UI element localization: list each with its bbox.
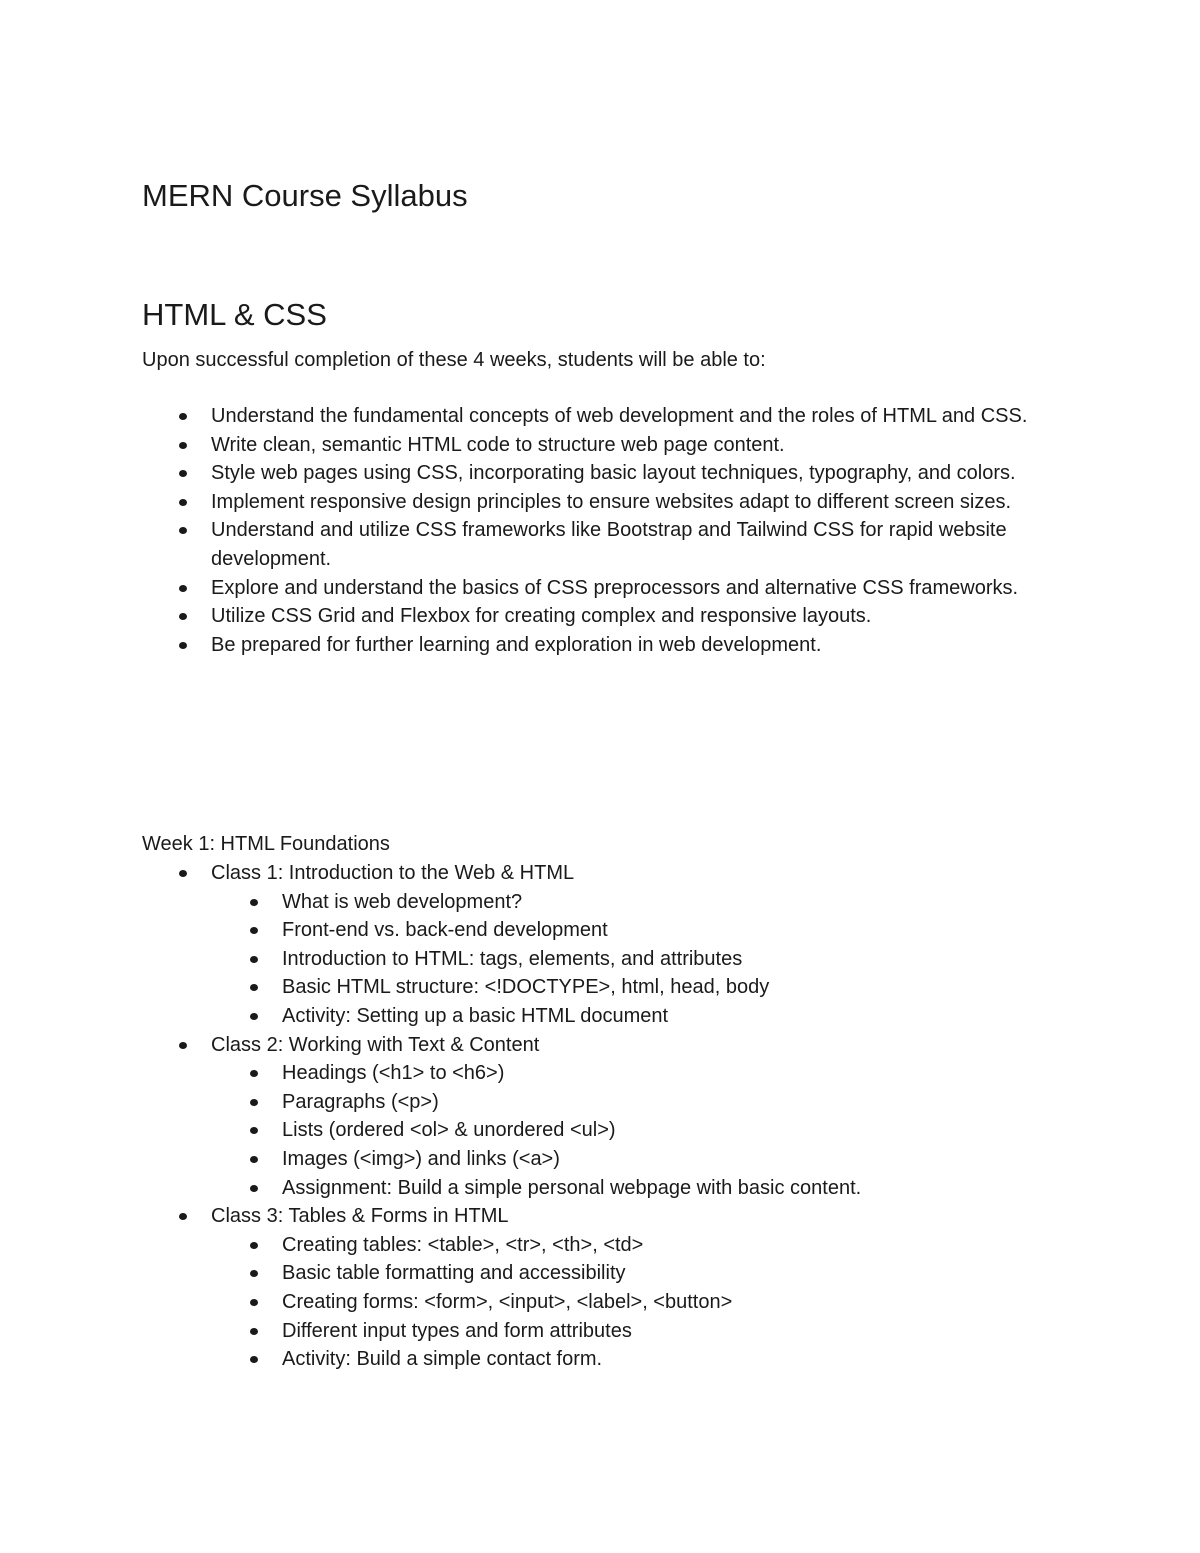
outcome-item (142, 631, 1042, 660)
bullet-icon (250, 1242, 258, 1249)
bullet-icon (250, 984, 258, 991)
section-heading: HTML & CSS (142, 297, 327, 332)
topic-text: Different input types and form attributes (282, 1319, 632, 1342)
topic-text: Lists (ordered <ol> & unordered <ul>) (282, 1119, 616, 1142)
topic-item (211, 1317, 1142, 1346)
topic-item (211, 1259, 1142, 1288)
bullet-icon (250, 1013, 258, 1020)
bullet-icon (250, 1099, 258, 1106)
class-label: Class 3: Tables & Forms in HTML (211, 1205, 509, 1228)
bullet-icon (250, 1328, 258, 1335)
outcome-text: Implement responsive design principles to ensure websites adapt to different screen sizes. (211, 490, 1012, 513)
document-title: MERN Course Syllabus (142, 178, 468, 213)
topic-text: Paragraphs (<p>) (282, 1090, 439, 1113)
class-item (142, 1031, 1142, 1203)
bullet-icon (250, 1156, 258, 1163)
class-topics-list (211, 1231, 1142, 1374)
outcome-text: Be prepared for further learning and exploration in web development. (211, 633, 822, 656)
bullet-icon (250, 956, 258, 963)
class-item (142, 1202, 1142, 1374)
topic-item (211, 1145, 1142, 1174)
outcome-item (142, 459, 1042, 488)
bullet-icon (250, 927, 258, 934)
outcome-text: Explore and understand the basics of CSS preprocessors and alternative CSS frameworks. (211, 576, 1019, 599)
topic-item (211, 1116, 1142, 1145)
topic-item (211, 1002, 1142, 1031)
bullet-icon (179, 442, 187, 449)
intro-paragraph: Upon successful completion of these 4 weeks, students will be able to: (142, 349, 766, 371)
bullet-icon (179, 1042, 187, 1049)
outcome-item (142, 488, 1042, 517)
class-item (142, 859, 1142, 1031)
topic-text: Headings (<h1> to <h6>) (282, 1062, 505, 1085)
bullet-icon (250, 1185, 258, 1192)
topic-text: Activity: Setting up a basic HTML document (282, 1004, 669, 1027)
bullet-icon (179, 585, 187, 592)
week-1-title: Week 1: HTML Foundations (142, 833, 390, 855)
topic-text: Creating tables: <table>, <tr>, <th>, <td> (282, 1233, 644, 1256)
bullet-icon (250, 1299, 258, 1306)
bullet-icon (250, 1356, 258, 1363)
bullet-icon (179, 499, 187, 506)
topic-item (211, 1345, 1142, 1374)
outcome-item (142, 431, 1042, 460)
outcome-item (142, 402, 1042, 431)
bullet-icon (250, 899, 258, 906)
topic-item (211, 916, 1142, 945)
outcome-text: Write clean, semantic HTML code to structure web page content. (211, 433, 785, 456)
class-topics-list (211, 1059, 1142, 1202)
outcome-text: Understand and utilize CSS frameworks like Bootstrap and Tailwind CSS for rapid website development. (211, 519, 1007, 570)
outcome-text: Style web pages using CSS, incorporating basic layout techniques, typography, and colors. (211, 462, 1016, 485)
topic-item (211, 1288, 1142, 1317)
topic-text: What is web development? (282, 890, 523, 913)
outcome-item (142, 574, 1042, 603)
topic-text: Assignment: Build a simple personal webpage with basic content. (282, 1176, 862, 1199)
outcome-text: Utilize CSS Grid and Flexbox for creating complex and responsive layouts. (211, 605, 872, 628)
topic-item (211, 973, 1142, 1002)
topic-text: Creating forms: <form>, <input>, <label>, <button> (282, 1290, 733, 1313)
class-topics-list (211, 888, 1142, 1031)
topic-item (211, 1231, 1142, 1260)
class-label: Class 2: Working with Text & Content (211, 1033, 540, 1056)
bullet-icon (250, 1270, 258, 1277)
bullet-icon (179, 1213, 187, 1220)
topic-text: Activity: Build a simple contact form. (282, 1348, 603, 1371)
outcome-item (142, 602, 1042, 631)
bullet-icon (179, 470, 187, 477)
topic-text: Basic table formatting and accessibility (282, 1262, 626, 1285)
class-label: Class 1: Introduction to the Web & HTML (211, 862, 575, 884)
week-1-classes-list (142, 859, 1142, 1374)
topic-item (211, 1059, 1142, 1088)
topic-text: Front-end vs. back-end development (282, 919, 608, 942)
bullet-icon (179, 642, 187, 649)
outcome-text: Understand the fundamental concepts of web development and the roles of HTML and CSS. (211, 405, 1028, 427)
bullet-icon (179, 870, 187, 877)
topic-item (211, 945, 1142, 974)
bullet-icon (179, 613, 187, 620)
outcome-item (142, 516, 1042, 573)
topic-text: Images (<img>) and links (<a>) (282, 1147, 560, 1170)
bullet-icon (250, 1127, 258, 1134)
topic-item (211, 1174, 1142, 1203)
learning-outcomes-list (142, 402, 1042, 659)
topic-text: Introduction to HTML: tags, elements, and attributes (282, 947, 743, 970)
bullet-icon (250, 1070, 258, 1077)
bullet-icon (179, 527, 187, 534)
bullet-icon (179, 413, 187, 420)
topic-item (211, 888, 1142, 917)
topic-item (211, 1088, 1142, 1117)
topic-text: Basic HTML structure: <!DOCTYPE>, html, head, body (282, 976, 770, 999)
